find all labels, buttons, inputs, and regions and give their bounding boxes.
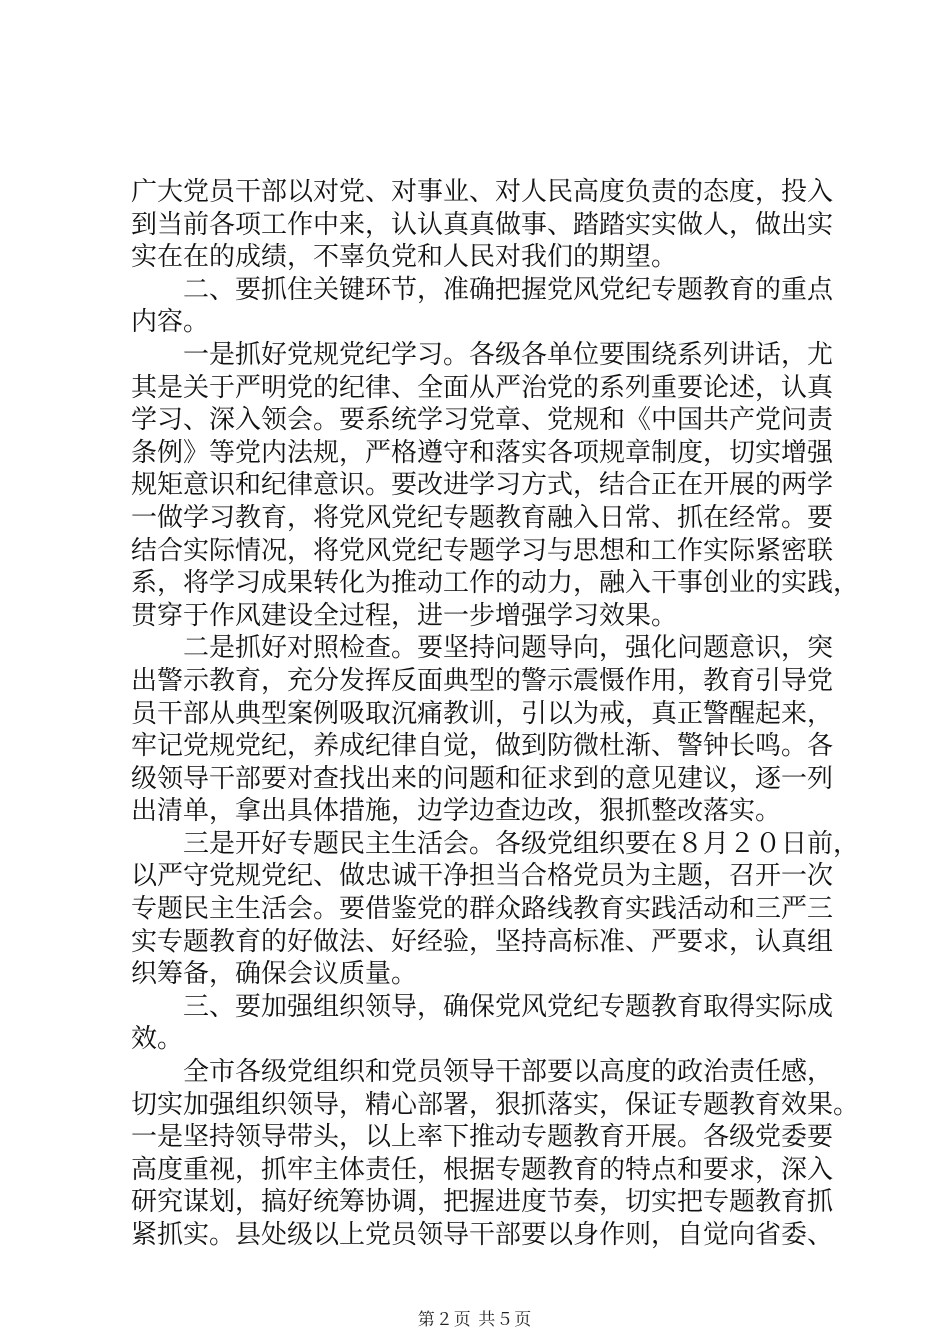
- text-line: 一是抓好党规党纪学习。各级各单位要围绕系列讲话，尤: [183, 339, 834, 370]
- text-line: 全市各级党组织和党员领导干部要以高度的政治责任感，: [183, 1057, 834, 1088]
- section-heading-line: 二、要抓住关键环节，准确把握党风党纪专题教育的重点: [183, 274, 834, 305]
- document-body: [131, 176, 860, 1252]
- text-line: 员干部从典型案例吸取沉痛教训，引以为戒，真正警醒起来，: [131, 698, 834, 729]
- text-line: 实专题教育的好做法、好经验，坚持高标准、严要求，认真组: [131, 926, 834, 957]
- text-line: 到当前各项工作中来，认认真真做事、踏踏实实做人，做出实: [131, 209, 834, 240]
- section-heading-line: 效。: [131, 1024, 184, 1055]
- text-line: 条例》等党内法规，严格遵守和落实各项规章制度，切实增强: [131, 437, 834, 468]
- text-line: 级领导干部要对查找出来的问题和征求到的意见建议，逐一列: [131, 763, 834, 794]
- text-line: 贯穿于作风建设全过程，进一步增强学习效果。: [131, 600, 678, 631]
- text-line: 一是坚持领导带头，以上率下推动专题教育开展。各级党委要: [131, 1122, 834, 1153]
- text-line: 系，将学习成果转化为推动工作的动力，融入干事创业的实践，: [131, 568, 860, 599]
- text-line: 牢记党规党纪，养成纪律自觉，做到防微杜渐、警钟长鸣。各: [131, 731, 834, 762]
- text-line: 结合实际情况，将党风党纪专题学习与思想和工作实际紧密联: [131, 535, 834, 566]
- text-line: 学习、深入领会。要系统学习党章、党规和《中国共产党问责: [131, 405, 834, 436]
- text-line: 研究谋划，搞好统筹协调，把握进度节奏，切实把专题教育抓: [131, 1187, 834, 1218]
- text-line: 高度重视，抓牢主体责任，根据专题教育的特点和要求，深入: [131, 1154, 834, 1185]
- text-line: 切实加强组织领导，精心部署，狠抓落实，保证专题教育效果。: [131, 1089, 860, 1120]
- text-line: 二是抓好对照检查。要坚持问题导向，强化问题意识，突: [183, 633, 834, 664]
- text-line: 其是关于严明党的纪律、全面从严治党的系列重要论述，认真: [131, 372, 834, 403]
- text-line: 实在在的成绩，不辜负党和人民对我们的期望。: [131, 242, 678, 273]
- text-line: 出清单，拿出具体措施，边学边查边改，狠抓整改落实。: [131, 796, 782, 827]
- page-number-footer: 第２页 共５页: [417, 1310, 533, 1330]
- text-line: 规矩意识和纪律意识。要改进学习方式，结合正在开展的两学: [131, 470, 834, 501]
- text-line: 出警示教育，充分发挥反面典型的警示震慑作用，教育引导党: [131, 665, 834, 696]
- section-heading-line: 内容。: [131, 307, 210, 338]
- text-line: 广大党员干部以对党、对事业、对人民高度负责的态度，投入: [131, 177, 834, 207]
- text-line: 以严守党规党纪、做忠诚干净担当合格党员为主题，召开一次: [131, 861, 834, 892]
- text-line: 织筹备，确保会议质量。: [131, 959, 418, 990]
- section-heading-line: 三、要加强组织领导，确保党风党纪专题教育取得实际成: [183, 991, 834, 1022]
- text-line: 一做学习教育，将党风党纪专题教育融入日常、抓在经常。要: [131, 502, 834, 533]
- text-line: 三是开好专题民主生活会。各级党组织要在８月２０日前，: [183, 828, 860, 859]
- text-line: 专题民主生活会。要借鉴党的群众路线教育实践活动和三严三: [131, 894, 834, 925]
- text-line: 紧抓实。县处级以上党员领导干部要以身作则，自觉向省委、: [131, 1220, 834, 1250]
